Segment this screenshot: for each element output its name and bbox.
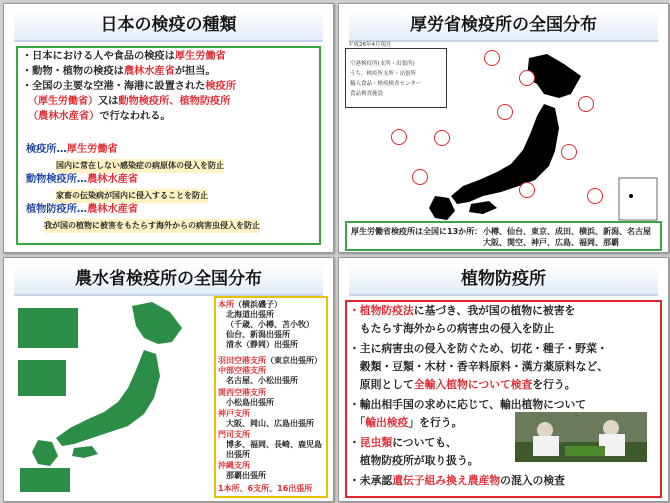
legend-item: 空港検疫所(支所・出張所) — [350, 61, 415, 67]
section-desc: 国内に常在しない感染症の病原体の侵入を防止 — [56, 159, 224, 173]
bullet-line: ・主に病害虫の侵入を防ぐため、切花・種子・野菜・ — [349, 342, 608, 355]
legend-item: 輸入食品・検疫検査センター — [350, 81, 422, 87]
office-line: 那覇出張所 — [226, 471, 266, 480]
footer-label: 厚生労働省検疫所は全国に13か所： — [351, 227, 483, 236]
slide-title: 農水省検疫所の全国分布 — [14, 264, 323, 296]
port-marker — [412, 169, 428, 185]
port-marker — [578, 96, 594, 112]
slide-title: 日本の検疫の種類 — [14, 10, 323, 42]
bullet-line: （厚生労働省）又は動物検疫所、植物防疫所 — [28, 96, 231, 107]
port-marker — [561, 144, 577, 160]
office-line: （千歳、小樽、苫小牧） — [226, 320, 314, 329]
section-heading: 動物検疫所…農林水産省 — [26, 174, 139, 185]
map-date: 平成26年4月現在 — [348, 42, 392, 48]
footer-cities: 小樽、仙台、東京、成田、横浜、新潟、名古屋 — [483, 227, 651, 236]
bullet-line: ・昆虫類についても、 — [349, 436, 457, 449]
port-marker — [484, 50, 500, 66]
port-marker — [519, 70, 535, 86]
office-head: 沖縄支所 — [218, 461, 250, 470]
bullet-line: ・日本における人や食品の検疫は厚生労働省 — [22, 51, 226, 62]
office-summary: 1本所、6支所、16出張所 — [218, 484, 313, 493]
bullet-line: ・動物・植物の検疫は農林水産省が担当。 — [22, 66, 216, 77]
legend-item: 食品検査施設 — [350, 91, 384, 97]
office-line: 名古屋、小松出張所 — [226, 376, 298, 385]
japan-map-green — [12, 298, 212, 496]
office-head: 関西空港支所 — [218, 388, 266, 397]
bullet-line: ・植物防疫法に基づき、我が国の植物に被害を — [349, 304, 576, 317]
inspection-photo — [515, 412, 647, 462]
bullet-line: 穀類・豆類・木材・香辛料原料・漢方薬原料など、 — [349, 360, 609, 373]
office-head: 神戸支所 — [218, 409, 250, 418]
bullet-line: ・輸出相手国の求めに応じて、輸出植物について — [349, 398, 587, 411]
office-head: 羽田空港支所（東京出張所） — [218, 356, 322, 365]
port-marker — [434, 130, 450, 146]
office-line: 大阪、岡山、広島出張所 — [226, 419, 314, 428]
office-line: 北海道出張所 — [226, 310, 274, 319]
office-line: 博多、福岡、長崎、鹿児島 — [226, 440, 322, 449]
slide-title: 植物防疫所 — [349, 264, 658, 296]
port-marker — [587, 188, 603, 204]
slide-maff-distribution — [3, 257, 334, 502]
port-marker — [391, 129, 407, 145]
slide-quarantine-types — [3, 3, 334, 253]
bullet-line: 原則として全輸入植物について検査を行う。 — [349, 378, 576, 391]
office-line: 出張所 — [226, 450, 250, 459]
bullet-line: （農林水産省）で行なわれる。 — [28, 111, 171, 122]
slide-title: 厚労省検疫所の全国分布 — [349, 10, 658, 42]
office-head: 門司支所 — [218, 430, 250, 439]
section-heading: 検疫所…厚生労働省 — [26, 144, 118, 155]
port-marker — [497, 104, 513, 120]
section-heading: 植物防疫所…農林水産省 — [26, 204, 139, 215]
office-head: 本所（横浜磯子） — [218, 300, 282, 309]
section-desc: 我が国の植物に被害をもたらす海外からの病害虫侵入を防止 — [44, 219, 260, 233]
section-desc: 家畜の伝染病が国内に侵入することを防止 — [56, 189, 208, 203]
footer-cities: 大阪、関空、神戸、広島、福岡、那覇 — [483, 238, 619, 247]
port-marker — [519, 182, 535, 198]
bullet-line: ・全国の主要な空港・海港に設置された検疫所 — [22, 81, 236, 92]
slide-plant-protection — [338, 257, 669, 502]
office-line: 小松島出張所 — [226, 398, 274, 407]
slide-mhlw-distribution — [338, 3, 669, 253]
bullet-line: ・未承認遺伝子組み換え農産物の混入の検査 — [349, 474, 565, 487]
bullet-line: 植物防疫所が取り扱う。 — [349, 454, 479, 467]
office-line: 仙台、新潟出張所 — [226, 330, 290, 339]
legend-item: うち、検疫所支所・出張所 — [350, 71, 417, 77]
office-head: 中部空港支所 — [218, 366, 266, 375]
bullet-line: 「輸出検疫」を行う。 — [349, 416, 463, 429]
bullet-line: もたらす海外からの病害虫の侵入を防止 — [349, 322, 555, 335]
office-line: 清水（静岡）出張所 — [226, 340, 298, 349]
